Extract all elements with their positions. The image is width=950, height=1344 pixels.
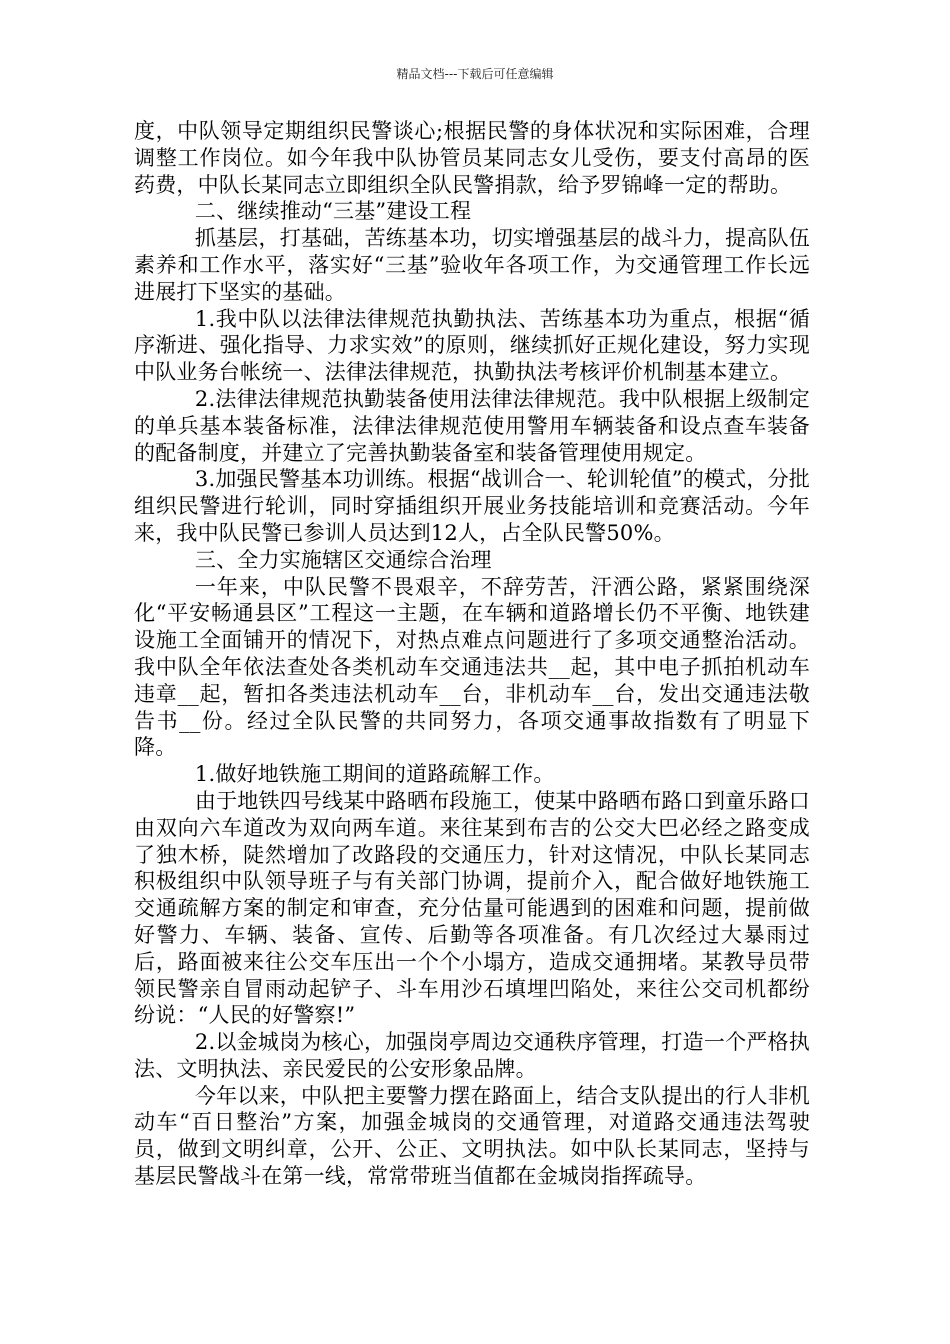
section-heading-3: 三、全力实施辖区交通综合治理	[194, 547, 492, 572]
list-item-3: 3.加强民警基本功训练。根据“战训合一、轮训轮值”的模式，分批组织民警进行轮训，同时穿插组织开展业务技能培训和竞赛活动。今年来，我中队民警已参训人员达到12人，占全队民警50%。	[134, 467, 810, 545]
document-body	[134, 118, 810, 1190]
paragraph: 今年以来，中队把主要警力摆在路面上，结合支队提出的行人非机动车“百日整治”方案，加强金城岗的交通管理，对道路交通违法驾驶员，做到文明纠章，公开、公正、文明执法。如中队长某同志，坚持与基层民警战斗在第一线，常常带班当值都在金城岗指挥疏导。	[134, 1083, 810, 1189]
paragraph-continuation: 度，中队领导定期组织民警谈心;根据民警的身体状况和实际困难，合理调整工作岗位。如今年我中队协管员某同志女儿受伤，要支付高昂的医药费，中队长某同志立即组织全队民警捐款，给予罗锦峰一定的帮助。	[134, 119, 810, 197]
paragraph: 一年来，中队民警不畏艰辛，不辞劳苦，汗洒公路，紧紧围绕深化“平安畅通县区”工程这一主题，在车辆和道路增长仍不平衡、地铁建设施工全面铺开的情况下，对热点难点问题进行了多项交通整治活动。我中队全年依法查处各类机动车交通违法共__起，其中电子抓拍机动车违章__起，暂扣各类违法机动车__台，非机动车__台，发出交通违法敬告书__份。经过全队民警的共同努力，各项交通事故指数有了明显下降。	[134, 574, 810, 760]
paragraph: 抓基层，打基础，苦练基本功，切实增强基层的战斗力，提高队伍素养和工作水平，落实好“三基”验收年各项工作，为交通管理工作长远进展打下坚实的基础。	[134, 226, 810, 304]
section-heading-2: 二、继续推动“三基”建设工程	[194, 199, 472, 224]
page-header: 精品文档---下载后可任意编辑	[396, 67, 554, 81]
list-item-2: 2.法律法律规范执勤装备使用法律法律规范。我中队根据上级制定的单兵基本装备标准，法律法律规范使用警用车辆装备和设点查车装备的配备制度，并建立了完善执勤装备室和装备管理使用规定。	[134, 386, 810, 465]
subheading-2: 2.以金城岗为核心，加强岗亭周边交通秩序管理，打造一个严格执法、文明执法、亲民爱民的公安形象品牌。	[134, 1030, 810, 1081]
list-item-1: 1.我中队以法律法律规范执勤执法、苦练基本功为重点，根据“循序渐进、强化指导、力求实效”的原则，继续抓好正规化建设，努力实现中队业务台帐统一、法律法律规范，执勤执法考核评价机制基本建立。	[134, 306, 810, 385]
paragraph: 由于地铁四号线某中路晒布段施工，使某中路晒布路口到童乐路口由双向六车道改为双向两车道。来往某到布吉的公交大巴必经之路变成了独木桥，陡然增加了改路段的交通压力，针对这情况，中队长某同志积极组织中队领导班子与有关部门协调，提前介入，配合做好地铁施工交通疏解方案的制定和审查，充分估量可能遇到的困难和问题，提前做好警力、车辆、装备、宣传、后勤等各项准备。有几次经过大暴雨过后，路面被来往公交车压出一个个小塌方，造成交通拥堵。某教导员带领民警亲自冒雨动起铲子、斗车用沙石填埋凹陷处，来往公交司机都纷纷说：“人民的好警察!”	[134, 788, 810, 1028]
subheading-1: 1.做好地铁施工期间的道路疏解工作。	[194, 762, 555, 787]
